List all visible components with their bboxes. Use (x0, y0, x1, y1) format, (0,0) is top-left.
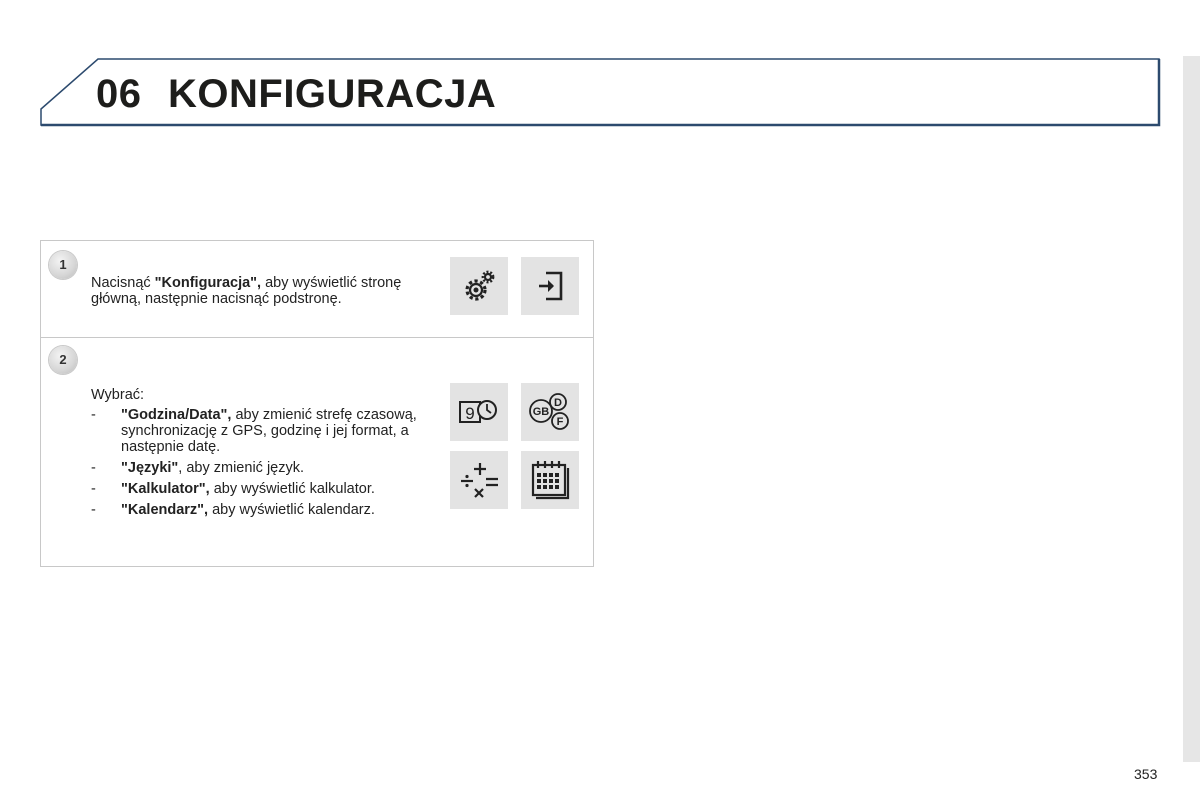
list-item: - "Kalendarz", aby wyświetlić kalendarz. (91, 502, 375, 518)
svg-text:D: D (554, 397, 562, 409)
clock-date-icon (450, 383, 508, 441)
page-number: 353 (1134, 766, 1158, 782)
list-item: - "Języki", aby zmienić język. (91, 460, 305, 476)
svg-text:9: 9 (465, 404, 475, 423)
enter-submenu-icon (521, 257, 579, 315)
list-item: - "Kalkulator", aby wyświetlić kalkulator. (91, 481, 375, 497)
step-1-text: Nacisnąć "Konfiguracja", aby wyświetlić stronę główną, następnie nacisnąć podstronę. (91, 275, 402, 307)
step-2-intro: Wybrać: (91, 387, 145, 403)
step-2-badge: 2 (49, 346, 77, 374)
step-2-box (40, 338, 594, 567)
calculator-icon (450, 451, 508, 509)
step-2-options-list (91, 407, 431, 523)
settings-gears-icon (450, 257, 508, 315)
chapter-title: KONFIGURACJA (168, 72, 497, 116)
step-1-box (40, 240, 594, 338)
step-1-badge: 1 (49, 251, 77, 279)
svg-text:F: F (556, 416, 564, 428)
side-stripe (1183, 56, 1200, 762)
calendar-icon (521, 451, 579, 509)
chapter-number: 06 (96, 72, 142, 116)
languages-icon (521, 383, 579, 441)
svg-text:GB: GB (532, 406, 550, 418)
list-item: - "Godzina/Data", aby zmienić strefę czasową, synchronizację z GPS, godzinę i jej format, a następnie datę. (91, 407, 417, 455)
